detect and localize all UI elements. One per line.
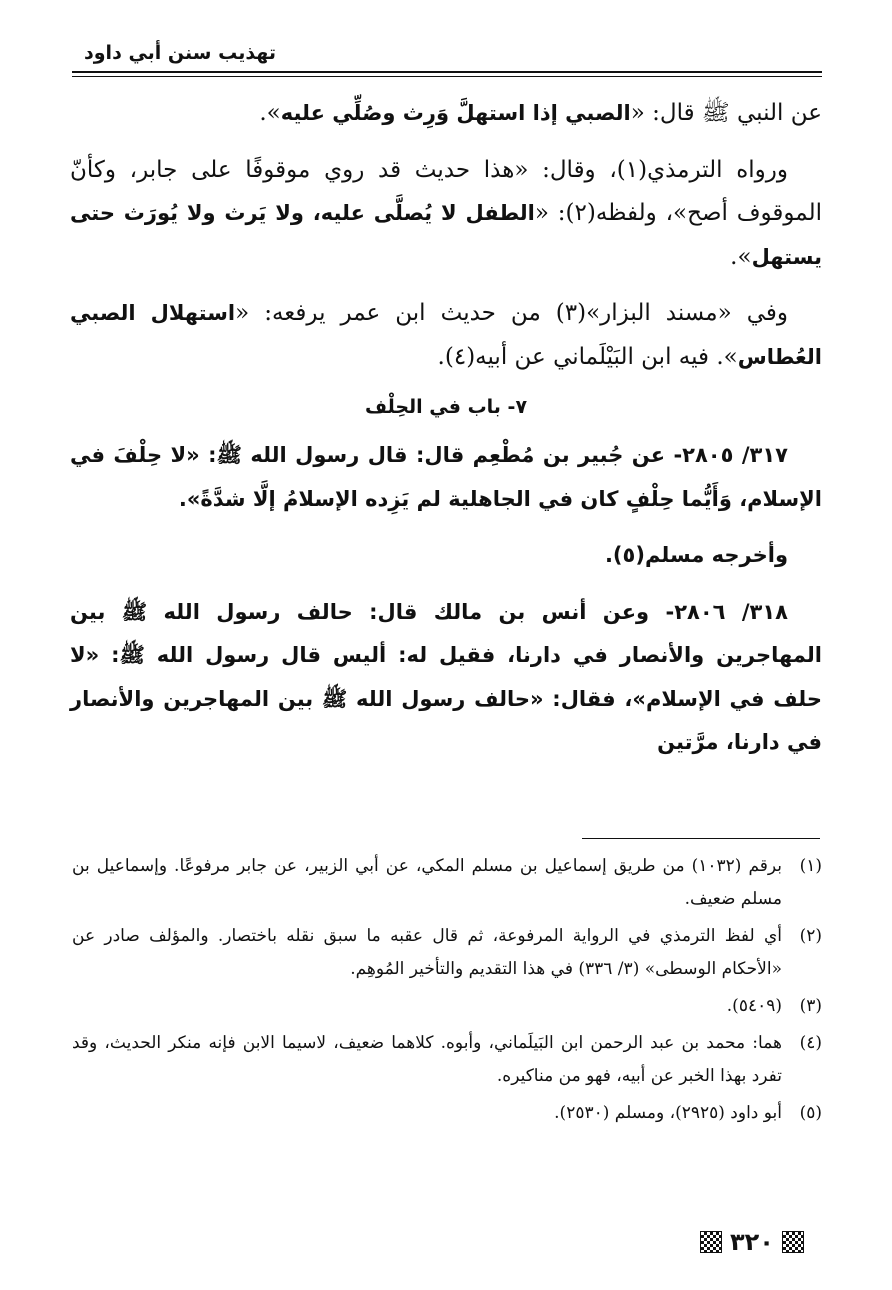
footnote-text: أي لفظ الترمذي في الرواية المرفوعة، ثم قال عقبه ما سبق نقله باختصار. والمؤلف صادر عن «الأحكام الوسطى» (٣/ ٣٣٦) في هذا التقديم والتأخير المُوهِم. — [72, 926, 782, 979]
footnote-text: برقم (١٠٣٢) من طريق إسماعيل بن مسلم المكي، عن أبي الزبير، عن جابر مرفوعًا. وإسماعيل بن مسلم ضعيف. — [72, 856, 782, 909]
paragraph-1-end: ». — [259, 100, 281, 126]
page-number-block — [700, 1224, 804, 1260]
footnote-number: (٤) — [799, 1033, 822, 1053]
paragraph-4 — [70, 434, 822, 521]
hadith-317: ٣١٧/ ٢٨٠٥- عن جُبير بن مُطْعِم قال: قال رسول الله ﷺ: «لا حِلْفَ في الإسلام، وَأَيُّما حِلْفٍ كان في الجاهلية لم يَزِده الإسلامُ إلَّا شدَّةً». — [70, 443, 822, 511]
footnote-5 — [72, 1097, 822, 1130]
paragraph-1-hadith: الصبي إذا استهلَّ وَرِث وصُلِّي عليه — [280, 101, 631, 125]
ornament-icon — [700, 1231, 722, 1253]
paragraph-2 — [70, 149, 822, 280]
footnote-text: أبو داود (٢٩٢٥)، ومسلم (٢٥٣٠). — [554, 1103, 782, 1123]
chapter-heading: ٧- باب في الحِلْف — [364, 396, 528, 418]
footnote-3 — [72, 990, 822, 1023]
main-text — [70, 92, 822, 778]
footnote-separator — [582, 838, 820, 839]
paragraph-3-hadith: استهلال الصبي العُطاس — [70, 301, 822, 369]
paragraph-3-text: وفي «مسند البزار»(٣) من حديث ابن عمر يرفعه: « — [235, 300, 788, 326]
paragraph-2-end: ». — [730, 243, 752, 270]
paragraph-1 — [70, 92, 822, 136]
paragraph-1-text: عن النبي ﷺ قال: « — [630, 100, 822, 126]
hadith-318: ٣١٨/ ٢٨٠٦- وعن أنس بن مالك قال: حالف رسول الله ﷺ بين المهاجرين والأنصار في دارنا، فقيل له: أليس قال رسول الله ﷺ: «لا حلف في الإسلام»، فقال: «حالف رسول الله ﷺ بين المهاجرين والأنصار في دارنا، مرَّتين — [70, 599, 822, 754]
paragraph-5-text: وأخرجه مسلم(٥). — [604, 543, 788, 567]
footnote-1 — [72, 850, 822, 916]
header-rule-thin — [72, 76, 822, 77]
footnote-number: (١) — [799, 856, 822, 876]
footnote-text: (٥٤٠٩). — [726, 996, 782, 1016]
paragraph-3 — [70, 292, 822, 379]
paragraph-6 — [70, 591, 822, 765]
paragraph-2-text: ورواه الترمذي(١)، وقال: «هذا حديث قد روي موقوفًا على جابر، وكأنّ الموقوف أصح»، ولفظه(٢): « — [70, 156, 822, 226]
paragraph-2-hadith: الطفل لا يُصلَّى عليه، ولا يَرث ولا يُورَث حتى يستهل — [70, 201, 822, 269]
footnote-number: (٥) — [799, 1103, 822, 1123]
ornament-icon — [782, 1231, 804, 1253]
footnote-4 — [72, 1027, 822, 1093]
paragraph-3-end: ». فيه ابن البَيْلَماني عن أبيه(٤). — [437, 343, 738, 370]
page-number: ٣٢٠ — [730, 1228, 774, 1256]
footnote-number: (٢) — [799, 926, 822, 946]
header-rule — [72, 71, 822, 73]
footnote-number: (٣) — [799, 996, 822, 1016]
footnotes — [72, 850, 822, 1134]
footnote-text: هما: محمد بن عبد الرحمن ابن البَيلَماني، وأبوه. كلاهما ضعيف، لاسيما الابن فإنه منكر الحديث، وقد تفرد بهذا الخبر عن أبيه، فهو من مناكيره. — [72, 1033, 782, 1086]
footnote-2 — [72, 920, 822, 986]
paragraph-5 — [70, 534, 822, 578]
running-header-title: تهذيب سنن أبي داود — [84, 42, 276, 64]
